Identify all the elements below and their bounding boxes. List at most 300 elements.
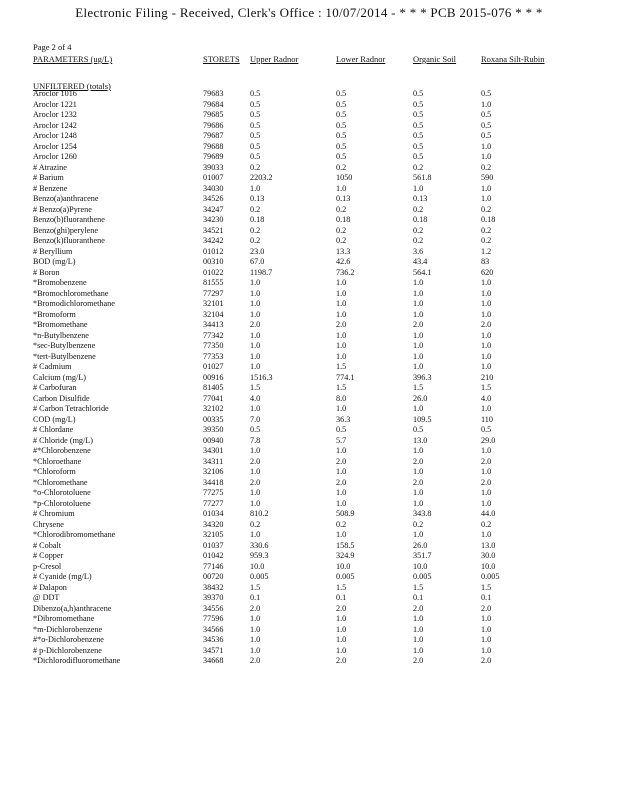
table-row xyxy=(0,131,618,142)
organic-soil-value: 0.1 xyxy=(413,593,424,602)
roxana-silt-rubin-value: 1.0 xyxy=(481,446,492,455)
upper-radnor-value: 1.0 xyxy=(250,351,261,361)
organic-soil-value: 0.18 xyxy=(413,215,428,224)
parameter-name: Benzo(k)fluoranthene xyxy=(33,236,105,245)
organic-soil-value: 0.13 xyxy=(413,194,428,203)
lower-radnor-value: 1.0 xyxy=(336,498,347,508)
table-row xyxy=(0,415,618,426)
organic-soil-value: 1.0 xyxy=(413,288,424,298)
parameter-name: *Chloroethane xyxy=(33,456,82,466)
roxana-silt-rubin-value: 1.0 xyxy=(481,635,492,644)
lower-radnor-value: 0.5 xyxy=(336,99,347,109)
parameter-name: Aroclor 1254 xyxy=(33,141,77,151)
roxana-silt-rubin-value: 83 xyxy=(481,257,490,266)
organic-soil-value: 0.5 xyxy=(413,110,424,119)
table-row xyxy=(0,278,618,289)
lower-radnor-value: 1.0 xyxy=(336,467,347,476)
parameter-name: #*Chlorobenzene xyxy=(33,446,91,455)
upper-radnor-value: 2.0 xyxy=(250,456,261,466)
lower-radnor-value: 1.0 xyxy=(336,488,347,497)
lower-radnor-value: 1.5 xyxy=(336,582,347,592)
table-row xyxy=(0,268,618,279)
filing-header: Electronic Filing - Received, Clerk's Office : 10/07/2014 - * * * PCB 2015-076 * * * xyxy=(75,5,543,20)
organic-soil-value: 2.0 xyxy=(413,477,424,487)
parameter-name: Benzo(b)fluoranthene xyxy=(33,215,105,224)
parameter-name: # Chloride (mg/L) xyxy=(33,435,94,445)
roxana-silt-rubin-value: 0.2 xyxy=(481,204,492,214)
lower-radnor-value: 1.0 xyxy=(336,530,347,539)
column-header-organic-soil: Organic Soil xyxy=(413,54,457,64)
parameter-name: *o-Chlorotoluene xyxy=(33,488,91,497)
upper-radnor-value: 0.5 xyxy=(250,99,261,109)
roxana-silt-rubin-value: 1.0 xyxy=(481,99,492,109)
parameter-name: Dibenzo(a,h)anthracene xyxy=(33,603,112,613)
storet-code: 39350 xyxy=(203,425,224,434)
organic-soil-value: 26.0 xyxy=(413,393,428,403)
table-row xyxy=(0,478,618,489)
lower-radnor-value: 1.0 xyxy=(336,614,347,623)
lower-radnor-value: 2.0 xyxy=(336,456,347,466)
organic-soil-value: 3.6 xyxy=(413,246,424,256)
table-row xyxy=(0,530,618,541)
parameter-name: *p-Chlorotoluene xyxy=(33,498,91,508)
roxana-silt-rubin-value: 0.005 xyxy=(481,572,500,581)
organic-soil-value: 0.5 xyxy=(413,99,424,109)
parameter-name: *Chlorodibromomethane xyxy=(33,530,116,539)
upper-radnor-value: 23.0 xyxy=(250,246,265,256)
lower-radnor-value: 0.005 xyxy=(336,572,355,581)
column-header-upper-radnor: Upper Radnor xyxy=(250,54,299,64)
storet-code: 81405 xyxy=(203,383,224,392)
table-row xyxy=(0,593,618,604)
upper-radnor-value: 1.0 xyxy=(250,330,261,340)
organic-soil-value: 1.0 xyxy=(413,488,424,497)
roxana-silt-rubin-value: 1.0 xyxy=(481,141,492,151)
roxana-silt-rubin-value: 1.0 xyxy=(481,330,492,340)
storet-code: 79689 xyxy=(203,152,224,161)
table-row xyxy=(0,551,618,562)
table-row xyxy=(0,205,618,216)
upper-radnor-value: 10.0 xyxy=(250,561,265,571)
organic-soil-value: 10.0 xyxy=(413,561,428,571)
lower-radnor-value: 1.0 xyxy=(336,299,347,308)
parameter-name: # Cadmium xyxy=(33,362,72,371)
parameter-name: *Bromochloromethane xyxy=(33,288,109,298)
lower-radnor-value: 1.0 xyxy=(336,446,347,455)
table-row xyxy=(0,635,618,646)
parameter-name: # Chromium xyxy=(33,509,75,518)
storet-code: 01022 xyxy=(203,267,224,277)
upper-radnor-value: 4.0 xyxy=(250,393,261,403)
parameter-name: *Bromodichloromethane xyxy=(33,299,115,308)
parameter-name: Aroclor 1232 xyxy=(33,110,77,119)
table-row xyxy=(0,446,618,457)
organic-soil-value: 1.0 xyxy=(413,467,424,476)
upper-radnor-value: 0.2 xyxy=(250,225,261,235)
roxana-silt-rubin-value: 1.0 xyxy=(481,299,492,308)
table-row xyxy=(0,100,618,111)
lower-radnor-value: 0.2 xyxy=(336,225,347,235)
upper-radnor-value: 1.0 xyxy=(250,446,261,455)
parameter-name: BOD (mg/L) xyxy=(33,257,76,266)
lower-radnor-value: 1050 xyxy=(336,173,353,182)
upper-radnor-value: 0.5 xyxy=(250,425,261,434)
roxana-silt-rubin-value: 0.2 xyxy=(481,519,492,529)
roxana-silt-rubin-value: 1.5 xyxy=(481,383,492,392)
storet-code: 32102 xyxy=(203,404,224,413)
organic-soil-value: 0.5 xyxy=(413,89,424,98)
lower-radnor-value: 1.0 xyxy=(336,330,347,340)
upper-radnor-value: 1.0 xyxy=(250,498,261,508)
roxana-silt-rubin-value: 1.2 xyxy=(481,246,492,256)
table-row xyxy=(0,436,618,447)
lower-radnor-value: 2.0 xyxy=(336,656,347,665)
upper-radnor-value: 1.0 xyxy=(250,645,261,655)
organic-soil-value: 2.0 xyxy=(413,656,424,665)
lower-radnor-value: 0.2 xyxy=(336,204,347,214)
lower-radnor-value: 0.5 xyxy=(336,110,347,119)
column-header-storets: STORETS xyxy=(203,54,240,64)
organic-soil-value: 109.5 xyxy=(413,414,432,424)
table-row xyxy=(0,583,618,594)
organic-soil-value: 0.5 xyxy=(413,425,424,434)
table-row xyxy=(0,184,618,195)
upper-radnor-value: 1.0 xyxy=(250,467,261,476)
organic-soil-value: 1.0 xyxy=(413,498,424,508)
roxana-silt-rubin-value: 2.0 xyxy=(481,603,492,613)
storet-code: 79686 xyxy=(203,120,224,130)
storet-code: 32105 xyxy=(203,530,224,539)
storet-code: 34566 xyxy=(203,624,224,634)
lower-radnor-value: 36.3 xyxy=(336,414,351,424)
table-row xyxy=(0,646,618,657)
organic-soil-value: 0.2 xyxy=(413,519,424,529)
lower-radnor-value: 0.5 xyxy=(336,141,347,151)
storet-code: 34668 xyxy=(203,656,224,665)
organic-soil-value: 1.0 xyxy=(413,645,424,655)
storet-code: 00916 xyxy=(203,372,224,382)
lower-radnor-value: 0.2 xyxy=(336,236,347,245)
roxana-silt-rubin-value: 0.5 xyxy=(481,131,492,140)
roxana-silt-rubin-value: 210 xyxy=(481,372,494,382)
upper-radnor-value: 1.0 xyxy=(250,362,261,371)
organic-soil-value: 0.5 xyxy=(413,152,424,161)
organic-soil-value: 1.0 xyxy=(413,446,424,455)
lower-radnor-value: 1.5 xyxy=(336,383,347,392)
organic-soil-value: 396.3 xyxy=(413,372,432,382)
organic-soil-value: 1.0 xyxy=(413,362,424,371)
upper-radnor-value: 1.0 xyxy=(250,614,261,623)
storet-code: 34301 xyxy=(203,446,224,455)
organic-soil-value: 0.005 xyxy=(413,572,432,581)
upper-radnor-value: 1.5 xyxy=(250,383,261,392)
organic-soil-value: 2.0 xyxy=(413,456,424,466)
roxana-silt-rubin-value: 1.0 xyxy=(481,351,492,361)
upper-radnor-value: 1.5 xyxy=(250,582,261,592)
parameter-name: # Copper xyxy=(33,551,64,560)
lower-radnor-value: 508.9 xyxy=(336,509,355,518)
storet-code: 01027 xyxy=(203,362,224,371)
upper-radnor-value: 1.0 xyxy=(250,624,261,634)
storet-code: 79685 xyxy=(203,110,224,119)
table-row xyxy=(0,236,618,247)
storet-code: 34536 xyxy=(203,635,224,644)
organic-soil-value: 0.2 xyxy=(413,236,424,245)
storet-code: 81555 xyxy=(203,278,224,287)
organic-soil-value: 1.0 xyxy=(413,278,424,287)
storet-code: 00720 xyxy=(203,572,224,581)
parameter-name: COD (mg/L) xyxy=(33,414,76,424)
parameter-name: # Boron xyxy=(33,267,60,277)
lower-radnor-value: 324.9 xyxy=(336,551,355,560)
organic-soil-value: 0.2 xyxy=(413,204,424,214)
parameter-name: *m-Dichlorobenzene xyxy=(33,624,103,634)
parameter-name: # Dalapon xyxy=(33,582,67,592)
upper-radnor-value: 1516.3 xyxy=(250,372,273,382)
storet-code: 38432 xyxy=(203,582,224,592)
column-header-parameters: PARAMETERS (ug/L) xyxy=(33,54,113,64)
storet-code: 79687 xyxy=(203,131,224,140)
upper-radnor-value: 67.0 xyxy=(250,257,265,266)
storet-code: 34247 xyxy=(203,204,224,214)
storet-code: 34030 xyxy=(203,183,224,193)
storet-code: 77353 xyxy=(203,351,224,361)
table-row xyxy=(0,310,618,321)
parameter-name: # Benzene xyxy=(33,183,68,193)
parameter-name: p-Cresol xyxy=(33,561,62,571)
upper-radnor-value: 0.2 xyxy=(250,204,261,214)
table-row xyxy=(0,352,618,363)
storet-code: 34230 xyxy=(203,215,224,224)
roxana-silt-rubin-value: 620 xyxy=(481,267,494,277)
lower-radnor-value: 1.0 xyxy=(336,624,347,634)
lower-radnor-value: 0.13 xyxy=(336,194,351,203)
roxana-silt-rubin-value: 1.0 xyxy=(481,624,492,634)
lower-radnor-value: 13.3 xyxy=(336,246,351,256)
lower-radnor-value: 1.0 xyxy=(336,645,347,655)
parameter-name: *n-Butylbenzene xyxy=(33,330,89,340)
table-row xyxy=(0,173,618,184)
parameter-name: # p-Dichlorobenzene xyxy=(33,645,102,655)
table-row xyxy=(0,404,618,415)
roxana-silt-rubin-value: 1.5 xyxy=(481,582,492,592)
roxana-silt-rubin-value: 0.1 xyxy=(481,593,492,602)
upper-radnor-value: 2.0 xyxy=(250,603,261,613)
parameter-name: Carbon Disulfide xyxy=(33,393,90,403)
table-row xyxy=(0,572,618,583)
lower-radnor-value: 0.18 xyxy=(336,215,351,224)
parameter-name: @ DDT xyxy=(33,593,60,602)
roxana-silt-rubin-value: 4.0 xyxy=(481,393,492,403)
roxana-silt-rubin-value: 30.0 xyxy=(481,551,496,560)
storet-code: 77277 xyxy=(203,498,224,508)
roxana-silt-rubin-value: 2.0 xyxy=(481,656,492,665)
upper-radnor-value: 0.1 xyxy=(250,593,261,602)
upper-radnor-value: 1.0 xyxy=(250,309,261,319)
roxana-silt-rubin-value: 1.0 xyxy=(481,362,492,371)
table-row xyxy=(0,121,618,132)
lower-radnor-value: 0.5 xyxy=(336,120,347,130)
roxana-silt-rubin-value: 13.0 xyxy=(481,540,496,550)
table-row xyxy=(0,562,618,573)
storet-code: 77146 xyxy=(203,561,224,571)
storet-code: 77275 xyxy=(203,488,224,497)
upper-radnor-value: 0.2 xyxy=(250,162,261,172)
table-row xyxy=(0,163,618,174)
table-row xyxy=(0,457,618,468)
roxana-silt-rubin-value: 590 xyxy=(481,173,494,182)
organic-soil-value: 1.0 xyxy=(413,183,424,193)
table-row xyxy=(0,194,618,205)
lower-radnor-value: 2.0 xyxy=(336,477,347,487)
parameter-name: # Benzo(a)Pyrene xyxy=(33,204,92,214)
parameter-name: *Dichlorodifluoromethane xyxy=(33,656,121,665)
parameter-name: # Barium xyxy=(33,173,64,182)
upper-radnor-value: 1.0 xyxy=(250,278,261,287)
parameter-name: *Chloromethane xyxy=(33,477,88,487)
table-row xyxy=(0,89,618,100)
upper-radnor-value: 1.0 xyxy=(250,530,261,539)
table-row xyxy=(0,499,618,510)
storet-code: 79683 xyxy=(203,89,224,98)
page-label: Page 2 of 4 xyxy=(33,42,72,52)
table-row xyxy=(0,425,618,436)
section-title: UNFILTERED (totals) xyxy=(33,81,111,91)
roxana-silt-rubin-value: 44.0 xyxy=(481,509,496,518)
upper-radnor-value: 2203.2 xyxy=(250,173,273,182)
table-row xyxy=(0,341,618,352)
organic-soil-value: 2.0 xyxy=(413,603,424,613)
table-row xyxy=(0,604,618,615)
lower-radnor-value: 2.0 xyxy=(336,320,347,329)
roxana-silt-rubin-value: 0.5 xyxy=(481,120,492,130)
organic-soil-value: 26.0 xyxy=(413,540,428,550)
upper-radnor-value: 1.0 xyxy=(250,299,261,308)
parameter-name: *sec-Butylbenzene xyxy=(33,341,96,350)
roxana-silt-rubin-value: 2.0 xyxy=(481,477,492,487)
upper-radnor-value: 2.0 xyxy=(250,656,261,665)
storet-code: 00940 xyxy=(203,435,224,445)
roxana-silt-rubin-value: 1.0 xyxy=(481,152,492,161)
upper-radnor-value: 7.8 xyxy=(250,435,261,445)
upper-radnor-value: 0.2 xyxy=(250,236,261,245)
storet-code: 34311 xyxy=(203,456,224,466)
parameter-name: Benzo(ghi)perylene xyxy=(33,225,99,235)
storet-code: 39033 xyxy=(203,162,224,172)
organic-soil-value: 1.0 xyxy=(413,330,424,340)
lower-radnor-value: 1.0 xyxy=(336,278,347,287)
parameter-name: *Bromobenzene xyxy=(33,278,87,287)
storet-code: 34556 xyxy=(203,603,224,613)
organic-soil-value: 343.8 xyxy=(413,509,432,518)
upper-radnor-value: 0.5 xyxy=(250,120,261,130)
parameter-name: *tert-Butylbenzene xyxy=(33,351,96,361)
lower-radnor-value: 0.5 xyxy=(336,131,347,140)
roxana-silt-rubin-value: 10.0 xyxy=(481,561,496,571)
storet-code: 00335 xyxy=(203,414,224,424)
roxana-silt-rubin-value: 0.5 xyxy=(481,89,492,98)
storet-code: 34521 xyxy=(203,225,224,235)
upper-radnor-value: 0.13 xyxy=(250,194,265,203)
roxana-silt-rubin-value: 29.0 xyxy=(481,435,496,445)
roxana-silt-rubin-value: 1.0 xyxy=(481,194,492,203)
lower-radnor-value: 1.0 xyxy=(336,404,347,413)
column-header-lower-radnor: Lower Radnor xyxy=(336,54,386,64)
upper-radnor-value: 330.6 xyxy=(250,540,269,550)
roxana-silt-rubin-value: 0.5 xyxy=(481,425,492,434)
table-row xyxy=(0,257,618,268)
upper-radnor-value: 0.005 xyxy=(250,572,269,581)
lower-radnor-value: 5.7 xyxy=(336,435,347,445)
roxana-silt-rubin-value: 0.2 xyxy=(481,225,492,235)
storet-code: 34571 xyxy=(203,645,224,655)
organic-soil-value: 1.5 xyxy=(413,383,424,392)
organic-soil-value: 1.0 xyxy=(413,635,424,644)
parameter-name: Aroclor 1248 xyxy=(33,131,77,140)
table-row xyxy=(0,320,618,331)
lower-radnor-value: 0.5 xyxy=(336,152,347,161)
storet-code: 34320 xyxy=(203,519,224,529)
parameter-name: # Carbofuran xyxy=(33,383,77,392)
organic-soil-value: 1.0 xyxy=(413,299,424,308)
roxana-silt-rubin-value: 1.0 xyxy=(481,288,492,298)
roxana-silt-rubin-value: 1.0 xyxy=(481,645,492,655)
upper-radnor-value: 1.0 xyxy=(250,288,261,298)
roxana-silt-rubin-value: 1.0 xyxy=(481,309,492,319)
table-row xyxy=(0,110,618,121)
lower-radnor-value: 1.0 xyxy=(336,183,347,193)
upper-radnor-value: 2.0 xyxy=(250,477,261,487)
data-table xyxy=(0,89,618,667)
storet-code: 79684 xyxy=(203,99,224,109)
upper-radnor-value: 810.2 xyxy=(250,509,269,518)
storet-code: 77350 xyxy=(203,341,224,350)
roxana-silt-rubin-value: 1.0 xyxy=(481,278,492,287)
lower-radnor-value: 0.1 xyxy=(336,593,347,602)
upper-radnor-value: 1.0 xyxy=(250,404,261,413)
lower-radnor-value: 158.5 xyxy=(336,540,355,550)
lower-radnor-value: 8.0 xyxy=(336,393,347,403)
table-row xyxy=(0,226,618,237)
lower-radnor-value: 1.0 xyxy=(336,635,347,644)
table-row xyxy=(0,247,618,258)
organic-soil-value: 561.8 xyxy=(413,173,432,182)
upper-radnor-value: 1.0 xyxy=(250,635,261,644)
table-row xyxy=(0,373,618,384)
upper-radnor-value: 1198.7 xyxy=(250,267,273,277)
lower-radnor-value: 1.0 xyxy=(336,288,347,298)
parameter-name: Benzo(a)anthracene xyxy=(33,194,99,203)
lower-radnor-value: 1.0 xyxy=(336,309,347,319)
upper-radnor-value: 959.3 xyxy=(250,551,269,560)
table-row xyxy=(0,383,618,394)
parameter-name: # Carbon Tetrachloride xyxy=(33,404,109,413)
organic-soil-value: 13.0 xyxy=(413,435,428,445)
upper-radnor-value: 1.0 xyxy=(250,488,261,497)
storet-code: 77297 xyxy=(203,288,224,298)
lower-radnor-value: 774.1 xyxy=(336,372,355,382)
storet-code: 01007 xyxy=(203,173,224,182)
upper-radnor-value: 1.0 xyxy=(250,183,261,193)
parameter-name: *Bromoform xyxy=(33,309,76,319)
parameter-name: #*o-Dichlorobenzene xyxy=(33,635,104,644)
table-row xyxy=(0,299,618,310)
lower-radnor-value: 0.2 xyxy=(336,162,347,172)
storet-code: 77596 xyxy=(203,614,224,623)
table-row xyxy=(0,509,618,520)
organic-soil-value: 1.0 xyxy=(413,309,424,319)
storet-code: 34413 xyxy=(203,320,224,329)
